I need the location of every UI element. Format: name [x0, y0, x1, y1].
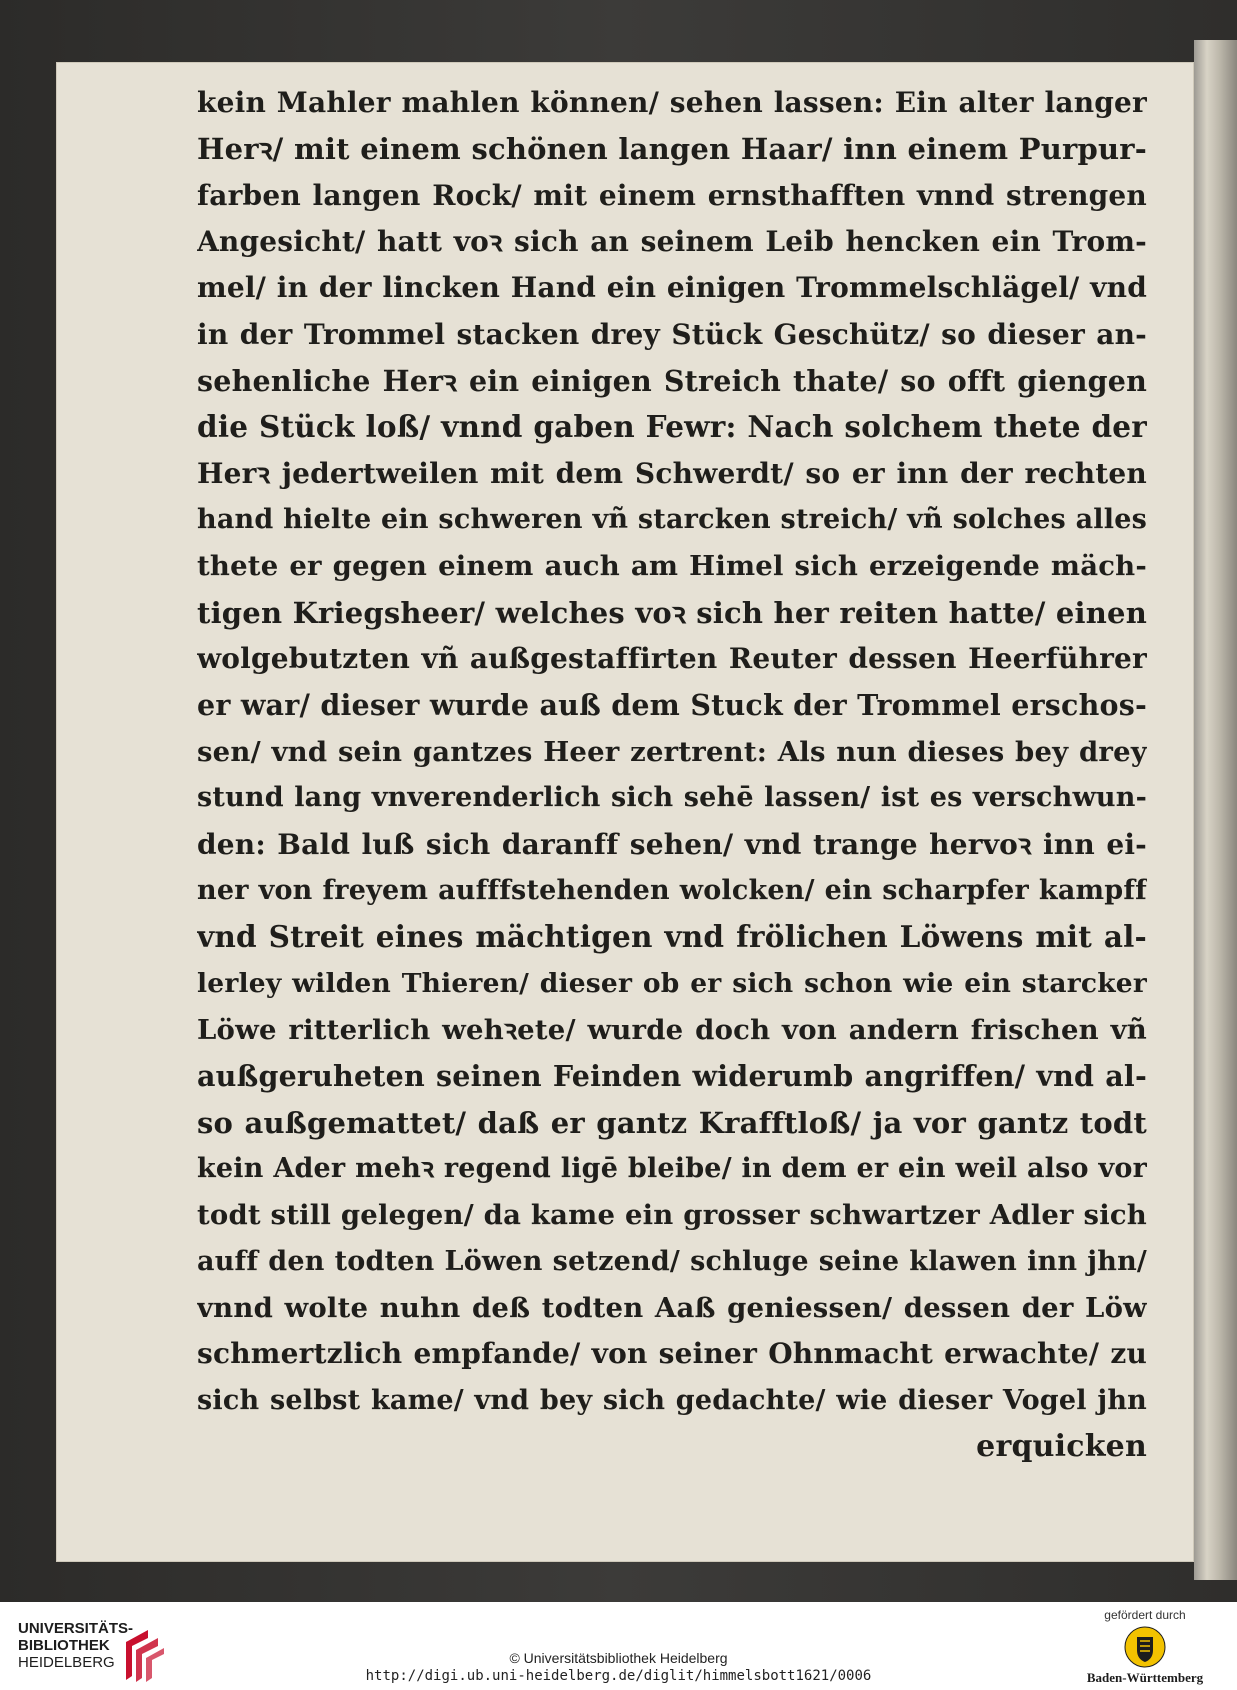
text-line: er war/ dieser wurde auß dem Stuck der Trommel erschos- [197, 688, 1147, 723]
text-line: farben langen Rock/ mit einem ernsthafften vnnd strengen [197, 178, 1147, 212]
text-line: so außgemattet/ daß er gantz Krafftloß/ ja vor gantz todt [197, 1105, 1147, 1140]
text-line: auff den todten Löwen setzend/ schluge seine klawen inn jhn/ [197, 1245, 1147, 1277]
sponsor-label: gefördert durch [1104, 1608, 1186, 1622]
next-page-edge [1194, 40, 1237, 1580]
coat-of-arms-icon [1124, 1626, 1166, 1668]
text-line: ner von freyem aufffstehenden wolcken/ ein scharpfer kampff [197, 874, 1147, 906]
library-name-line2: BIBLIOTHEK [18, 1637, 110, 1654]
text-line: todt still gelegen/ da kame ein grosser schwartzer Adler sich [197, 1199, 1147, 1232]
text-line: in der Trommel stacken drey Stück Geschütz/ so dieser an- [197, 317, 1147, 351]
text-line: wolgebutzten vñ außgestaffirten Reuter dessen Heerführer [197, 642, 1147, 676]
text-line: sehenliche Herꝛ ein einigen Streich thate/ so offt giengen [197, 364, 1147, 399]
permalink-url[interactable]: http://digi.ub.uni-heidelberg.de/diglit/himmelsbott1621/0006 [365, 1668, 872, 1684]
text-line: sich selbst kame/ vnd bey sich gedachte/ wie dieser Vogel jhn [197, 1384, 1147, 1416]
text-line: Löwe ritterlich wehꝛete/ wurde doch von andern frischen vñ [197, 1013, 1147, 1046]
text-line: erquicken [976, 1428, 1147, 1464]
text-line: kein Ader mehꝛ regend ligē bleibe/ in dem er ein weil also vor [197, 1152, 1147, 1184]
text-line: thete er gegen einem auch am Himel sich erzeigende mäch- [197, 550, 1147, 583]
library-name-line1: UNIVERSITÄTS- [18, 1620, 134, 1637]
footer-bar [0, 1602, 1237, 1690]
text-line: vnd Streit eines mächtigen vnd frölichen Löwens mit al- [197, 919, 1147, 955]
body-text [197, 80, 1147, 1470]
library-city: HEIDELBERG [18, 1654, 115, 1671]
text-line: vnnd wolte nuhn deß todten Aaß geniessen/ dessen der Löw [197, 1291, 1147, 1324]
text-line: lerley wilden Thieren/ dieser ob er sich schon wie ein starcker [197, 967, 1147, 999]
text-line: sen/ vnd sein gantzes Heer zertrent: Als nun dieses bey drey [197, 735, 1147, 768]
text-line: Angesicht/ hatt voꝛ sich an seinem Leib hencken ein Trom- [197, 225, 1147, 259]
text-line: Herꝛ jedertweilen mit dem Schwerdt/ so er inn der rechten [197, 456, 1147, 490]
text-line: tigen Kriegsheer/ welches voꝛ sich her reiten hatte/ einen [197, 595, 1147, 630]
text-line: außgeruheten seinen Feinden widerumb angriffen/ vnd al- [197, 1059, 1147, 1094]
text-line: Herꝛ/ mit einem schönen langen Haar/ inn einem Purpur- [197, 132, 1147, 167]
text-line: schmertzlich empfande/ von seiner Ohnmacht erwachte/ zu [197, 1337, 1147, 1371]
text-line: hand hielte ein schweren vñ starcken streich/ vñ solches alles [197, 504, 1147, 536]
text-line: die Stück loß/ vnnd gaben Fewr: Nach solchem thete der [197, 409, 1147, 445]
text-line: den: Bald luß sich daranff sehen/ vnd trange hervoꝛ inn ei- [197, 827, 1147, 861]
sponsor-block [1075, 1608, 1215, 1686]
text-line: mel/ in der lincken Hand ein einigen Trommelschlägel/ vnd [197, 271, 1147, 305]
sponsor-name: Baden-Württemberg [1086, 1670, 1204, 1685]
text-line: stund lang vnverenderlich sich sehē lassen/ ist es verschwun- [197, 782, 1147, 814]
copyright-notice: © Universitätsbibliothek Heidelberg [509, 1650, 728, 1666]
text-line: kein Mahler mahlen können/ sehen lassen: Ein alter langer [197, 86, 1147, 119]
